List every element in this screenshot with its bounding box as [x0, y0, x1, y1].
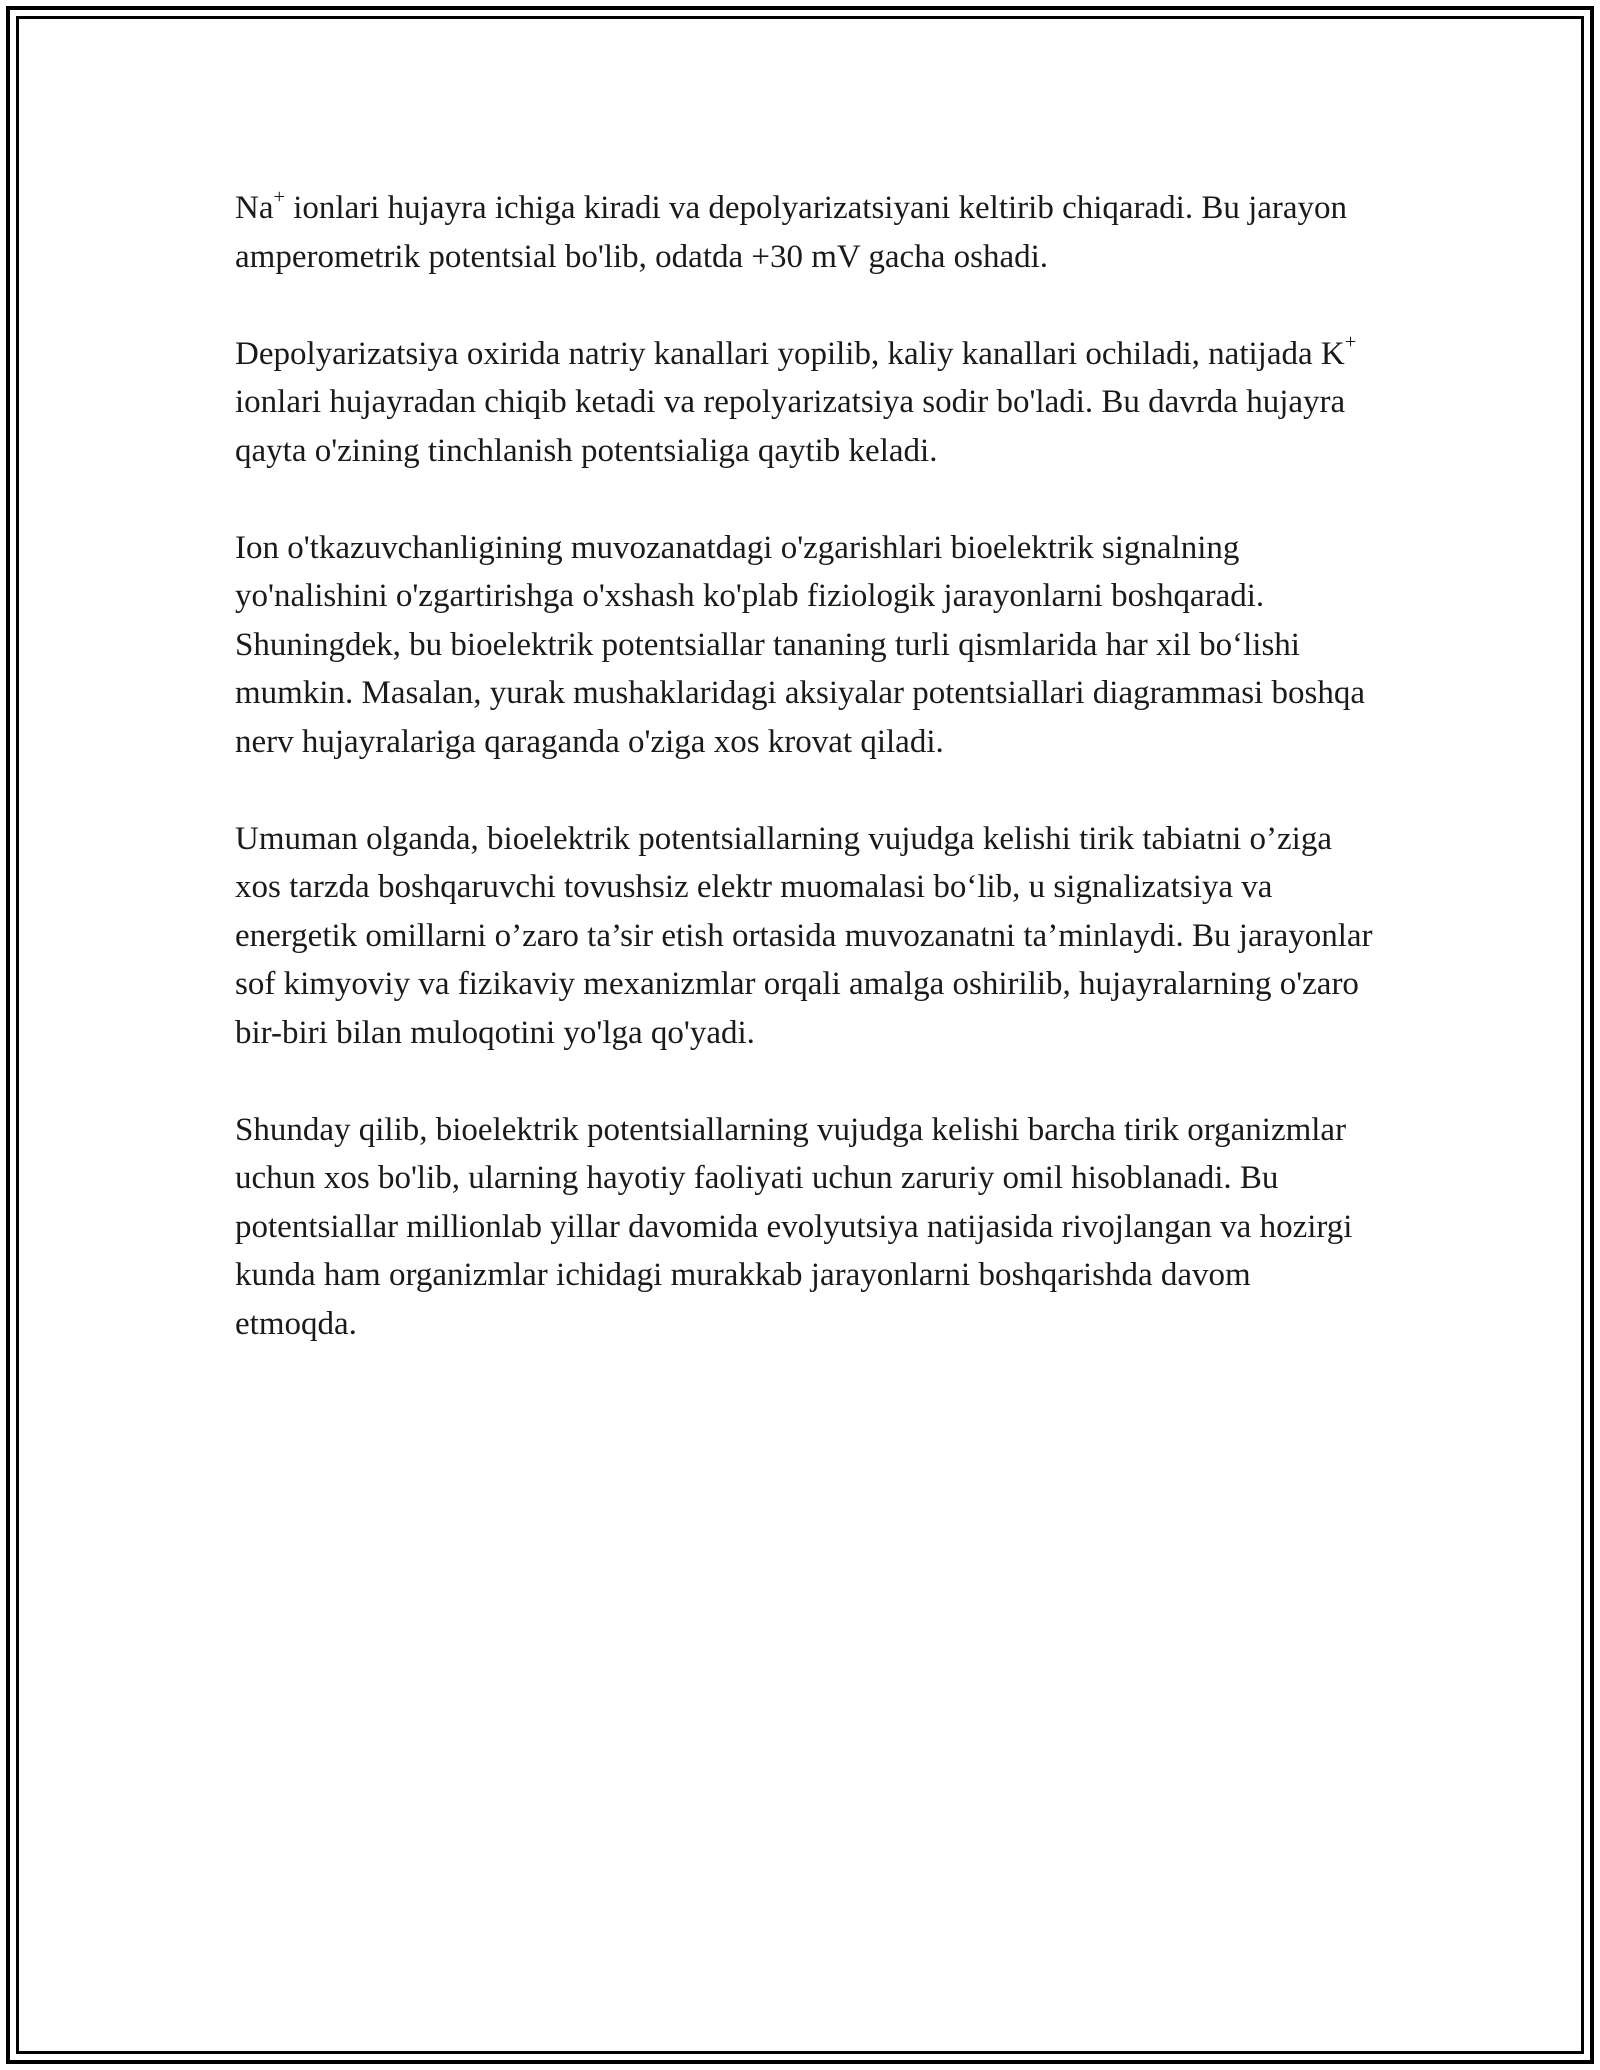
paragraph-conclusion: Shunday qilib, bioelektrik potentsiallarning vujudga kelishi barcha tirik organizmlar uchun xos bo'lib, ularning hayotiy faoliyati uchun zaruriy omil hisoblanadi. Bu potentsiallar millionlab yillar davomida evolyutsiya natijasida rivojlangan va hozirgi kunda ham organizmlar ichidagi murakkab jarayonlarni boshqarishda davom etmoqda. — [235, 1111, 1353, 1342]
paragraph-general-summary: Umuman olganda, bioelektrik potentsiallarning vujudga kelishi tirik tabiatni o’ziga xos tarzda boshqaruvchi tovushsiz elektr muomalasi bo‘lib, u signalizatsiya va energetik omillarni o’zaro ta’sir etish ortasida muvozanatni ta’minlaydi. Bu jarayonlar sof kimyoviy va fizikaviy mexanizmlar orqali amalga oshirilib, hujayralarning o'zaro bir-biri bilan muloqotini yo'lga qo'yadi. — [235, 820, 1373, 1051]
paragraph-text: Depolyarizatsiya oxirida natriy kanallari yopilib, kaliy kanallari ochiladi, natijada K — [235, 335, 1345, 372]
paragraph-ion-permeability: Ion o'tkazuvchanligining muvozanatdagi o'zgarishlari bioelektrik signalning yo'nalishini o'zgartirishga o'xshash ko'plab fiziologik jarayonlarni boshqaradi. Shuningdek, bu bioelektrik potentsiallar tananing turli qismlarida har xil bo‘lishi mumkin. Masalan, yurak mushaklaridagi aksiyalar potentsiallari diagrammasi boshqa nerv hujayralariga qaraganda o'ziga xos krovat qiladi. — [235, 529, 1365, 760]
paragraph-text: ionlari hujayra ichiga kiradi va depolyarizatsiyani keltirib chiqaradi. Bu jarayon amperometrik potentsial bo'lib, odatda +30 mV gacha oshadi. — [235, 190, 1348, 275]
superscript-charge: + — [273, 185, 286, 208]
paragraph-sodium-depolarization — [235, 184, 1375, 281]
paragraph-potassium-repolarization — [235, 330, 1375, 476]
paragraph-text: Na — [235, 190, 274, 226]
document-body — [235, 184, 1375, 1348]
paragraph-text: ionlari hujayradan chiqib ketadi va repolyarizatsiya sodir bo'ladi. Bu davrda hujayra qayta o'zining tinchlanish potentsialiga qaytib keladi. — [235, 384, 1346, 469]
superscript-charge: + — [1344, 331, 1357, 354]
